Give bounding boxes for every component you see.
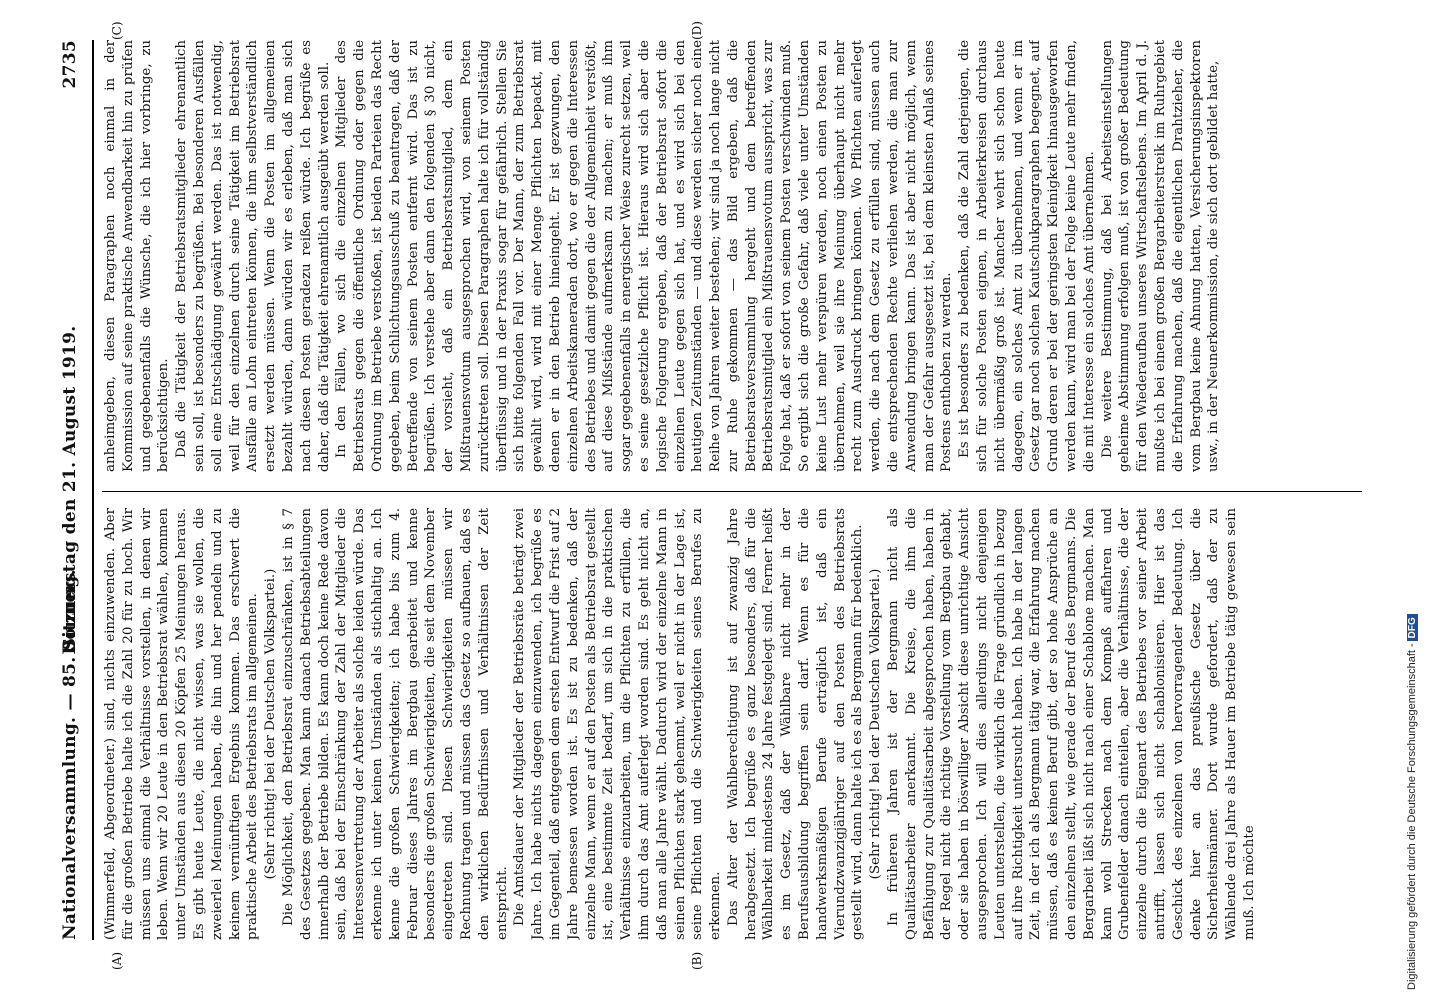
paragraph: Daß die Tätigkeit der Betriebsratsmitglieder ehrenamtlich sein soll, ist besonders zu begrüßen. Bei besonderen Ausfällen soll eine Entschädigung gewährt werden. Das ist notwendig, weil für den einzelnen durch seine Tätigkeit im Betriebsrat Ausfälle an Lohn eintreten können, die ihm selbstverständlich ersetzt werden müssen. Wenn die Posten im allgemeinen bezahlt würden, dann würden wir es erleben, daß man sich nach diesen Posten geradezu reißen würde. Ich begrüße es daher, daß die Tätigkeit ehrenamtlich ausgeübt werden soll. [174,40,332,472]
funding-text: Digitalisierung gefördert durch die Deutsche Forschungsgemeinschaft - [1406,643,1418,990]
digitization-sidebar [1400,0,1434,1000]
right-column [102,40,1372,472]
paragraph: In früheren Jahren ist der Bergmann nicht als Qualitätsarbeiter anerkannt. Die Kreise, die ihm die Befähigung zur Qualitätsarbeit abgesprochen haben, haben in der Regel nicht die richtige Vorstellung vom Bergbau gehabt, oder sie haben in böswilliger Absicht diese unrichtige Ansicht ausgesprochen. Ich will dies allerdings nicht denjenigen Leuten unterstellen, die wirklich die Frage gründlich in bezug auf ihre Richtigkeit untersucht haben. Ich habe in der langen Zeit, in der ich als Bergmann tätig war, die Erfahrung machen müssen, daß es keinen Beruf gibt, der so hohe Ansprüche an den einzelnen stellt, wie gerade der Beruf des Bergmanns. Die Bergarbeit läßt sich nicht nach einer Schablone machen. Man kann wohl Strecken nach dem Kompaß auffahren und Grubenfelder danach einteilen, aber die Verhältnisse, die der einzelne durch die Eigenart des Betriebes vor seiner Arbeit antrifft, lassen sich nicht schablonisieren. Hier ist das Geschick des einzelnen von hervorragender Bedeutung. Ich denke hier an das preußische Gesetz über die Sicherheitsmänner. Dort wurde gefordert, daß der zu Wählende drei Jahre als Hauer im Betriebe tätig gewesen sein muß. Ich möchte [886,508,1257,940]
interjection: (Sehr richtig! bei der Deutschen Volkspartei.) [263,568,279,880]
dfg-logo: DFG [1407,614,1418,641]
paragraph: Es ist besonders zu bedenken, daß die Zahl derjenigen, die sich für solche Posten eignen, in Arbeiterkreisen durchaus nicht übermäßig groß ist. Mancher wehrt sich schon heute dagegen, ein solches Amt zu übernehmen, und wenn er im Gesetz gar noch solchen Kautschukparagraphen begegnet, auf Grund deren er bei der geringsten Kleinigkeit hinausgeworfen werden kann, wird man bei der Folge keine Leute mehr finden, die mit Interesse ein solches Amt übernehmen. [957,40,1097,472]
margin-marker-d: (D) [690,21,704,40]
header-session: Nationalversammlung. — 85. Sitzung. [60,569,80,940]
funding-notice [1406,0,1418,990]
paragraph: anheimgeben, diesen Paragraphen noch einmal in der Kommission auf seine praktische Anwendbarkeit hin zu prüfen und gegebenenfalls die Wünsche, die ich hier vorbringe, zu berücksichtigen. [103,40,172,472]
paragraph: In den Fällen, wo sich die einzelnen Mitglieder des Betriebsrats gegen die öffentliche Ordnung oder gegen die Ordnung im Betriebe verstoßen, ist beiden Parteien das Recht gegeben, beim Schlichtungsausschuß zu beantragen, daß der Betreffende von seinem Posten entfernt wird. Das ist zu begrüßen. Ich verstehe aber dann den folgenden § 30 nicht, der vorsieht, daß ein Betriebsratsmitglied, dem ein Mißtrauensvotum ausgesprochen wird, von seinem Posten zurücktreten soll. Diesen Paragraphen halte ich für vollständig überflüssig und in der Praxis sogar für gefährlich. Stellen Sie sich bitte folgenden Fall vor. Der Mann, der zum Betriebsrat gewählt wird, wird mit einer Menge Pflichten bepackt, mit denen er in den Betrieb hineingeht. Er ist gezwungen, den einzelnen Arbeitskameraden dort, wo er gegen die Interessen des Betriebes und damit gegen die der Allgemeinheit verstößt, auf diese Mißstände aufmerksam zu machen; er muß ihm sogar gegebenenfalls in energischer Weise zurecht setzen, weil es seine gesetzliche Pflicht ist. Hieraus wird sich aber die logische Folgerung ergeben, daß der Betriebsrat sofort die einzelnen Leute gegen sich hat, und es wird sich bei den heutigen Zeitumständen — und diese werden sicher noch eine Reihe von Jahren weiter bestehen; wir sind ja noch lange nicht zur Ruhe gekommen — das Bild ergeben, daß die Betriebsratsversammlung hergeht und dem betreffenden Betriebsratsmitglied ein Mißtrauensvotum ausspricht, was zur Folge hat, daß er sofort von seinem Posten verschwinden muß. So ergibt sich die große Gefahr, daß viele unter Umständen keine Lust mehr verspüren werden, noch einen Posten zu übernehmen, weil sie ihre Meinung überhaupt nicht mehr recht zum Ausdruck bringen können. Wo Pflichten auferlegt werden, die nach dem Gesetz zu erfüllen sind, müssen auch die entsprechenden Rechte verliehen werden, die man zur Anwendung bringen kann. Das ist aber nicht möglich, wenn man der Gefahr ausgesetzt ist, bei dem kleinsten Anlaß seines Postens enthoben zu werden. [334,40,955,472]
paragraph: Die Amtsdauer der Mitglieder der Betriebsräte beträgt zwei Jahre. Ich habe nichts dagegen einzuwenden, ich begrüße es im Gegenteil, daß entgegen dem ersten Entwurf die Frist auf 2 Jahre bemessen worden ist. Es ist zu bedenken, daß der einzelne Mann, wenn er auf den Posten als Betriebsrat gestellt ist, eine bestimmte Zeit bedarf, um sich in die praktischen Verhältnisse einzuarbeiten, um die Pflichten zu erfüllen, die ihm durch das Amt auferlegt worden sind. Es geht nicht an, daß man alle Jahre wählt. Dadurch wird der einzelne Mann in seinen Pflichten stark gehemmt, weil er nicht in der Lage ist, seine Pflichten und die Schwierigkeiten seines Berufes zu erkennen. [512,508,724,940]
header-date: Donnerstag den 21. August 1919. [60,325,80,655]
margin-marker-c: (C) [110,21,124,40]
paragraph: Die weitere Bestimmung, daß bei Arbeitseinstellungen geheime Abstimmung erfolgen muß, ist von großer Bedeutung für den Wiederaufbau unseres Wirtschaftslebens. Im April d. J. mußte ich bei einem großen Bergarbeiterstreik im Ruhrgebiet die Erfahrung machen, daß die eigentlichen Drahtzieher, die vom Bergbau keine Ahnung hatten, Versicherungsinspektoren usw., in der Neunerkommission, die sich dort gebildet hatte, [1099,40,1222,472]
paragraph: Die Möglichkeit, den Betriebsrat einzuschränken, ist in § 7 des Gesetzes gegeben. Man kann danach Betriebsabteilungen innerhalb der Betriebe bilden. Es kann doch keine Rede davon sein, daß bei der Einschränkung der Zahl der Mitglieder die Interessenvertretung der Arbeiter als solche leiden würde. Das erkenne ich unter keinen Umständen als stichhaltig an. Ich kenne die großen Schwierigkeiten; ich habe bis zum 4. Februar dieses Jahres im Bergbau gearbeitet und kenne besonders die großen Schwierigkeiten, die seit dem November eingetreten sind. Diesen Schwierigkeiten müssen wir Rechnung tragen und müssen das Gesetz so aufbauen, daß es den wirklichen Bedürfnissen und Verhältnissen der Zeit entspricht. [280,508,510,940]
header-rule [92,40,94,940]
margin-marker-b: (B) [690,951,704,970]
paragraph: (Wimmerfeld, Abgeordneter.) sind, nichts einzuwenden. Aber für die großen Betriebe halte ich die Zahl 20 für zu hoch. Wir müssen uns einmal die Verhältnisse vorstellen, in denen wir leben. Wenn wir 20 Leute in den Betriebsrat wählen, kommen unter Umständen aus diesen 20 Köpfen 25 Meinungen heraus. Es gibt heute Leute, die nicht wissen, was sie wollen, die zweierlei Meinungen haben, die hin und her pendeln und zu keinem vernünftigen Ergebnis kommen. Das erschwert die praktische Arbeit des Betriebsrats im allgemeinen. [103,508,261,940]
margin-marker-a: (A) [110,951,124,970]
interjection: (Sehr richtig! bei der Deutschen Volkspartei.) [868,568,884,880]
paragraph: Das Alter der Wahlberechtigung ist auf zwanzig Jahre herabgesetzt. Ich begrüße es ganz besonders, daß für die Wählbarkeit mindestens 24 Jahre festgelegt sind. Ferner heißt es im Gesetz, daß der Wählbare nicht mehr in der Berufsausbildung begriffen sein darf. Wenn es für die handwerksmäßigen Berufe erträglich ist, daß ein Vierundzwanzigjähriger auf den Posten des Betriebsrats gestellt wird, dann halte ich es als Bergmann für bedenklich. [725,508,866,940]
page-number: 2735 [60,40,80,89]
column-divider [102,491,1362,492]
page-header [60,40,86,940]
left-column [102,508,1372,940]
